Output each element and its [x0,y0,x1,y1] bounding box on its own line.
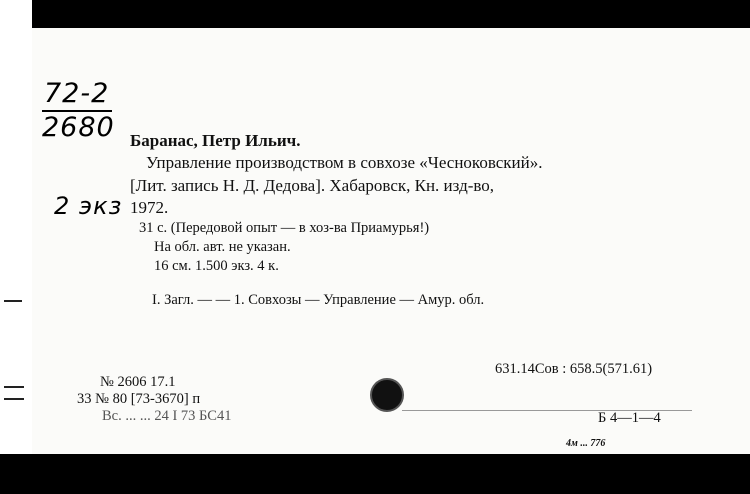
ink-stamp [370,378,404,412]
pages-series-line: 31 с. (Передовой опыт — в хоз-ва Приамурья!) [139,220,430,236]
size-line: 16 см. 1.500 экз. 4 к. [154,258,279,274]
classification-index: 631.14Сов : 658.5(571.61) [495,361,653,377]
margin-mark [4,300,22,302]
tracings-line: I. Загл. — — 1. Совхозы — Управление — Амур. обл. [152,292,485,308]
author-heading: Баранас, Петр Ильич. [130,131,301,150]
imprint-line: [Лит. запись Н. Д. Дедова]. Хабаровск, Кн. изд-во, [130,176,495,195]
year-line: 1972. [130,198,169,217]
card-number: 33 № 80 [73-3670] п [77,391,201,407]
bottom-handwriting: 4м ... 776 [566,438,606,449]
note-line: На обл. авт. не указан. [154,239,291,255]
catalog-card [32,28,750,454]
title-line: Управление производством в совхозе «Чесноковский». [146,153,543,172]
order-number: № 2606 17.1 [100,374,176,390]
printed-line: Вс. ... ... 24 I 73 БС41 [102,408,232,424]
margin-mark [4,398,24,400]
bottom-code: Б 4—1—4 [598,410,661,426]
scanner-margin [0,0,32,494]
call-number-bottom: 2680 [42,112,115,143]
handwritten-copies-mark: 2 экз [54,192,123,220]
margin-mark [4,386,24,388]
call-number-top: 72-2 [44,78,110,109]
scanner-bottom-edge [0,454,750,494]
